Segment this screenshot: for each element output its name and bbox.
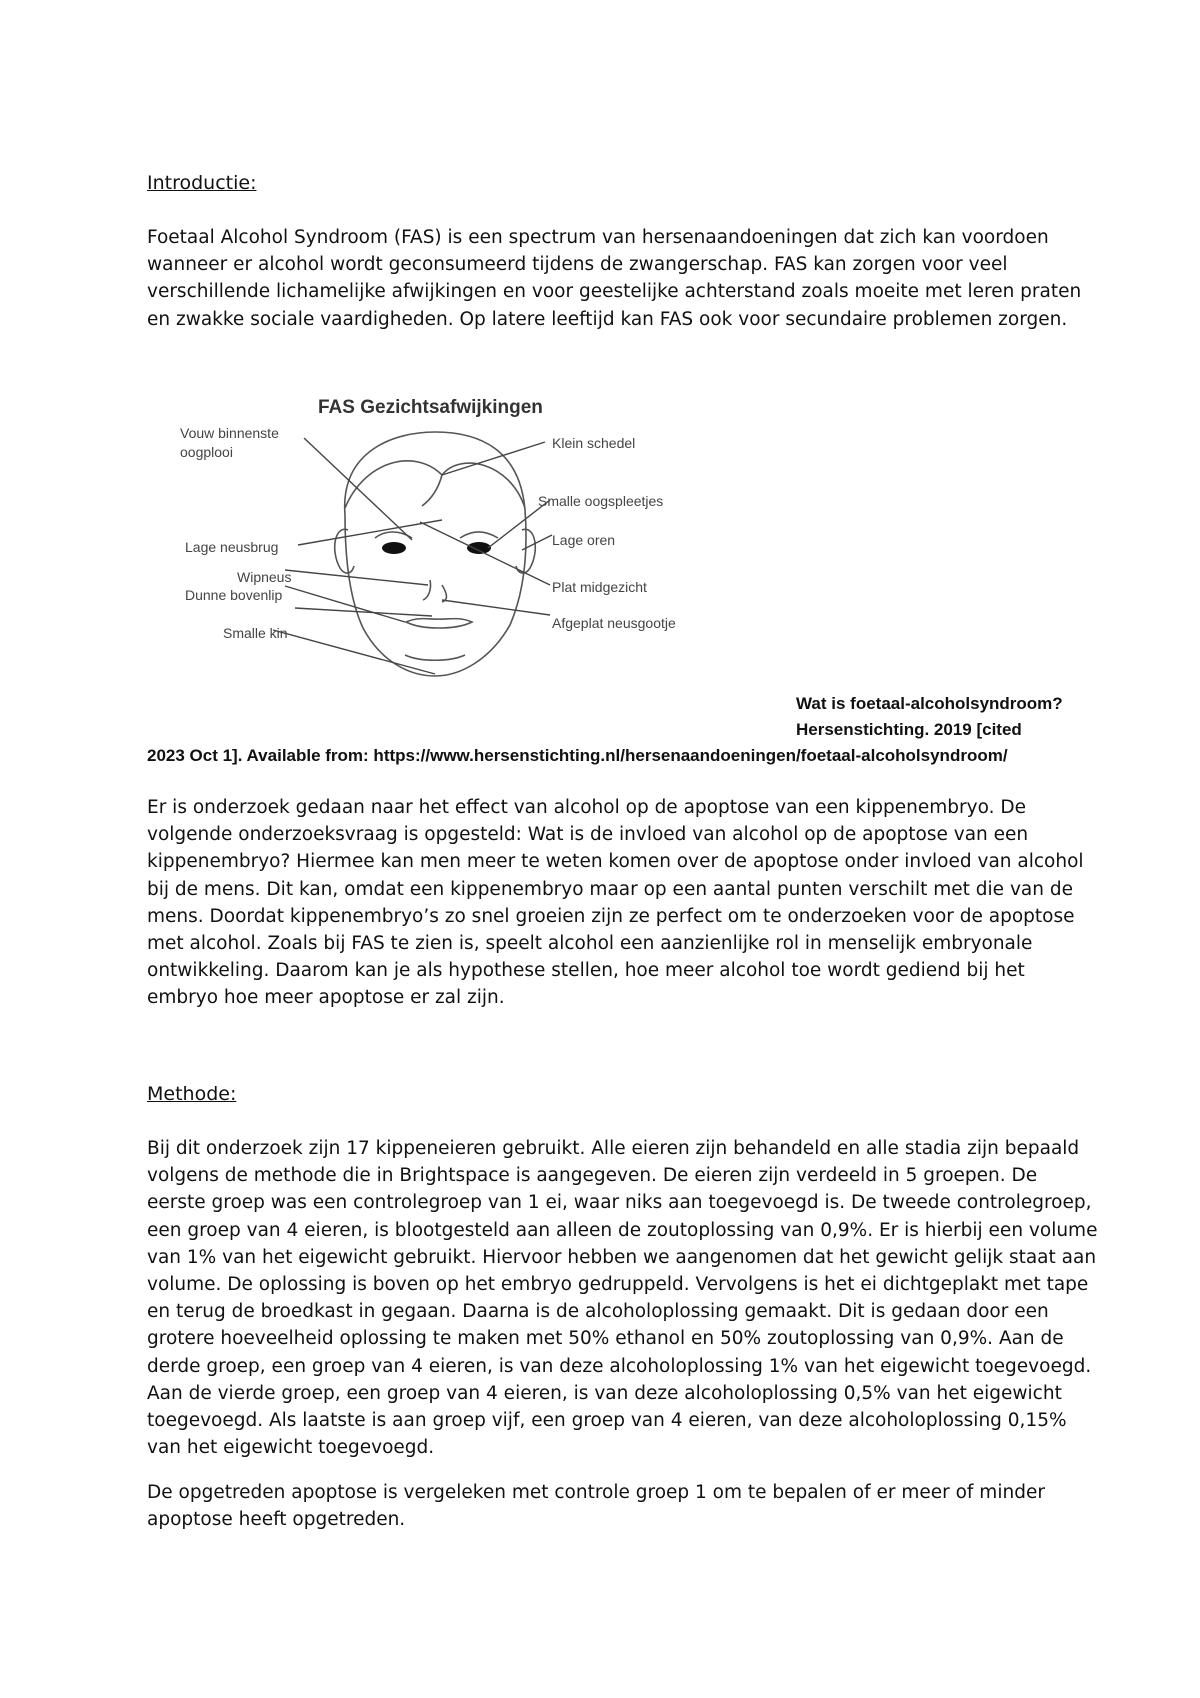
pointer-lines xyxy=(273,438,552,674)
research-paragraph xyxy=(147,794,1084,1012)
left-eye xyxy=(382,542,406,554)
label-smalle-kin: Smalle kin xyxy=(223,625,288,641)
method-line: Aan de vierde groep, een groep van 4 eieren, is van deze alcoholoplossing 0,5% van het eigewicht xyxy=(147,1382,1062,1404)
research-line: embryo hoe meer apoptose er zal zijn. xyxy=(147,987,505,1009)
method-closing-paragraph xyxy=(147,1479,1067,1533)
research-line: mens. Doordat kippenembryo’s zo snel groeien zijn ze perfect om te onderzoeken voor de apoptose xyxy=(147,905,1075,927)
label-vouw: Vouw binnenste xyxy=(180,425,279,441)
method-closing-line: De opgetreden apoptose is vergeleken met controle groep 1 om te bepalen of er meer of minder xyxy=(147,1482,1045,1503)
method-line: volume. De oplossing is boven op het embryo gedruppeld. Vervolgens is het ei dichtgeplakt met tape xyxy=(147,1274,1089,1296)
method-line: van het eigewicht toegevoegd. xyxy=(147,1437,435,1459)
method-line: toegevoegd. Als laatste is aan groep vijf, een groep van 4 eieren, van deze alcoholoplossing 0,15% xyxy=(147,1410,1067,1432)
research-line: Er is onderzoek gedaan naar het effect van alcohol op de apoptose van een kippenembryo. De xyxy=(147,797,1026,818)
method-line: derde groep, een groep van 4 eieren, is van deze alcoholoplossing 1% van het eigewicht toegevoegd. xyxy=(147,1355,1092,1377)
label-klein-schedel: Klein schedel xyxy=(552,435,636,451)
label-lage-neusbrug: Lage neusbrug xyxy=(185,539,279,555)
method-heading: Methode: xyxy=(147,1083,237,1105)
figure-caption-line1: Wat is foetaal-alcoholsyndroom? xyxy=(796,694,1063,713)
label-plat-midgezicht: Plat midgezicht xyxy=(552,579,647,595)
intro-line: en zwakke sociale vaardigheden. Op latere leeftijd kan FAS ook voor secundaire problemen zorgen. xyxy=(147,308,1068,330)
research-line: ontwikkeling. Daarom kan je als hypothese stellen, hoe meer alcohol toe wordt gediend bij het xyxy=(147,960,1025,982)
method-line: grotere hoeveelheid oplossing te maken met 50% ethanol en 50% zoutoplossing van 0,9%. Aan de xyxy=(147,1328,1064,1350)
intro-paragraph xyxy=(147,224,1082,333)
label-smalle-oogspleetjes: Smalle oogspleetjes xyxy=(538,493,664,509)
label-oogplooi: oogplooi xyxy=(180,444,233,460)
intro-line: Foetaal Alcohol Syndroom (FAS) is een spectrum van hersenaandoeningen dat zich kan voordoen xyxy=(147,227,1049,248)
research-line: met alcohol. Zoals bij FAS te zien is, speelt alcohol een aanzienlijke rol in menselijk embryonale xyxy=(147,933,1033,955)
intro-line: wanneer er alcohol wordt geconsumeerd tijdens de zwangerschap. FAS kan zorgen voor veel xyxy=(147,254,1008,276)
label-wipneus: Wipneus xyxy=(237,569,292,585)
method-line: volgens de methode die in Brightspace is aangegeven. De eieren zijn verdeeld in 5 groepen. De xyxy=(147,1165,1038,1187)
method-line: en terug de broedkast in gegaan. Daarna is de alcoholoplossing gemaakt. Dit is gedaan door een xyxy=(147,1301,1049,1323)
research-line: kippenembryo? Hiermee kan men meer te weten komen over de apoptose onder invloed van alcohol xyxy=(147,851,1084,873)
right-labels xyxy=(538,435,676,631)
figure-title: FAS Gezichtsafwijkingen xyxy=(318,397,543,418)
intro-heading: Introductie: xyxy=(147,172,257,194)
label-dunne-bovenlip: Dunne bovenlip xyxy=(185,587,283,603)
research-line: volgende onderzoeksvraag is opgesteld: Wat is de invloed van alcohol op de apoptose van een xyxy=(147,824,1029,846)
right-eye xyxy=(467,542,491,554)
method-line: eerste groep was een controlegroep van 1 ei, waar niks aan toegevoegd is. De tweede controlegroep, xyxy=(147,1192,1092,1214)
figure-caption-line3: 2023 Oct 1]. Available from: https://www.hersenstichting.nl/hersenaandoeningen/foetaal-alcoholsyndroom/ xyxy=(147,746,1008,765)
method-line: Bij dit onderzoek zijn 17 kippeneieren gebruikt. Alle eieren zijn behandeld en alle stadia zijn bepaald xyxy=(147,1138,1080,1159)
fas-face-figure xyxy=(180,390,760,708)
research-line: bij de mens. Dit kan, omdat een kippenembryo maar op een aantal punten verschilt met die van de xyxy=(147,878,1073,900)
figure-caption-line2: Hersenstichting. 2019 [cited xyxy=(796,720,1022,739)
fas-face-illustration xyxy=(180,390,760,708)
intro-line: verschillende lichamelijke afwijkingen en voor geestelijke achterstand zoals moeite met leren praten xyxy=(147,281,1082,303)
face-drawing xyxy=(335,432,536,676)
method-line: een groep van 4 eieren, is blootgesteld aan alleen de zoutoplossing van 0,9%. Er is hierbij een volume xyxy=(147,1219,1098,1241)
label-lage-oren: Lage oren xyxy=(552,532,616,548)
left-labels xyxy=(180,425,291,641)
method-line: van 1% van het eigewicht gebruikt. Hiervoor hebben we aangenomen dat het gewicht gelijk staat aan xyxy=(147,1246,1097,1268)
method-closing-line: apoptose heeft opgetreden. xyxy=(147,1509,406,1531)
method-paragraph xyxy=(147,1135,1098,1461)
label-afgeplat-neusgootje: Afgeplat neusgootje xyxy=(552,615,676,631)
